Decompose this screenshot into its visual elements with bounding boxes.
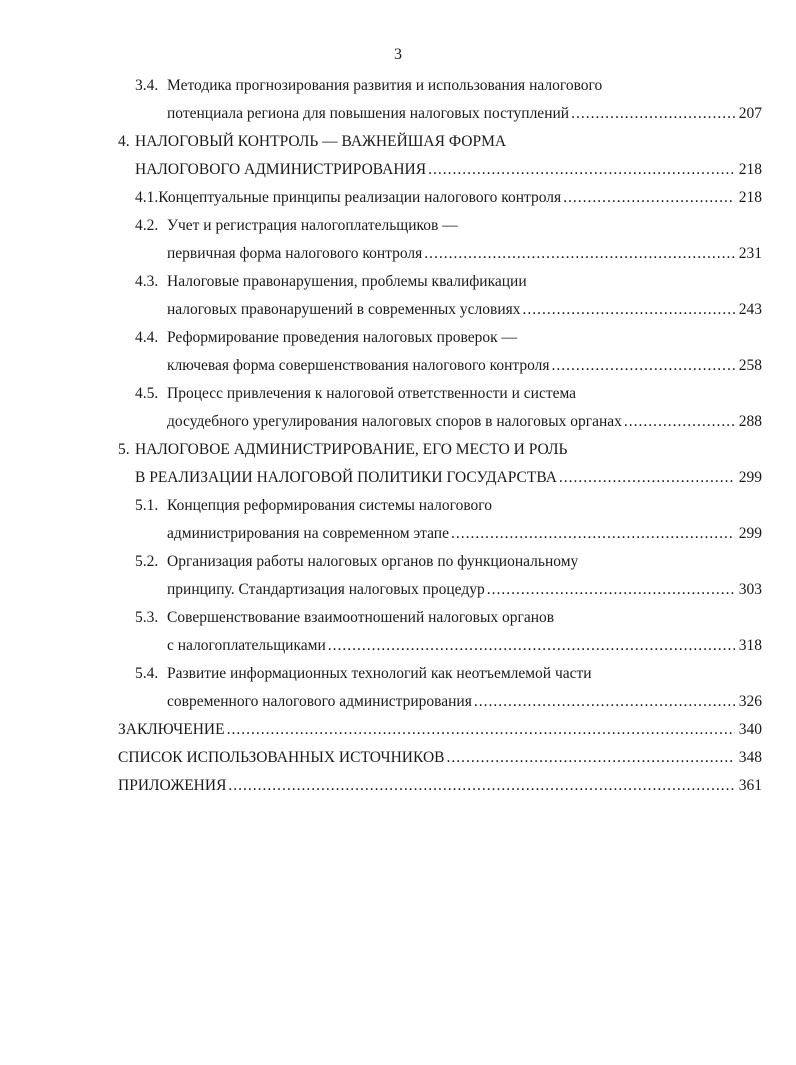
toc-number: 5.4. [135, 665, 159, 682]
toc-text: администрирования на современном этапе [167, 525, 449, 542]
toc-number: 4.2. [135, 217, 159, 234]
leader-dots [624, 408, 735, 436]
toc-text: современного налогового администрирования [167, 693, 472, 710]
leader-dots [328, 632, 735, 660]
toc-entry-5-4-line-1 [135, 660, 762, 688]
leader-dots [487, 576, 735, 604]
toc-entry-5-1-line-2 [167, 520, 762, 548]
leader-dots [563, 184, 735, 212]
toc-entry-4-3-line-1 [135, 268, 762, 296]
toc-page: 340 [738, 721, 762, 738]
toc-number: 5.1. [135, 497, 159, 514]
toc-page: 207 [738, 105, 762, 122]
toc-entry-4-4-line-2 [167, 352, 762, 380]
leader-dots [559, 464, 735, 492]
toc-number: 5.3. [135, 609, 159, 626]
leader-dots [428, 156, 735, 184]
toc-text: первичная форма налогового контроля [167, 245, 423, 262]
toc-entry-4-4-line-1 [135, 324, 762, 352]
leader-dots [424, 240, 734, 268]
toc-entry-4-2-line-2 [167, 240, 762, 268]
toc-page: 218 [738, 189, 762, 206]
toc-text: В РЕАЛИЗАЦИИ НАЛОГОВОЙ ПОЛИТИКИ ГОСУДАРСТВА [135, 469, 557, 486]
toc-text: НАЛОГОВОГО АДМИНИСТРИРОВАНИЯ [135, 161, 427, 178]
toc-entry-5-3-line-1 [135, 604, 762, 632]
toc-entry-5-4-line-2 [167, 688, 762, 716]
toc-number: 5. [118, 441, 130, 458]
toc-text: Концептуальные принципы реализации налогового контроля [158, 189, 562, 206]
leader-dots [451, 520, 735, 548]
toc-entry-4-line-1 [118, 128, 762, 156]
toc-number: 4. [118, 133, 130, 150]
toc-text: СПИСОК ИСПОЛЬЗОВАННЫХ ИСТОЧНИКОВ [118, 749, 445, 766]
toc-page: 348 [738, 749, 762, 766]
toc-entry-5-2-line-1 [135, 548, 762, 576]
toc-text: Развитие информационных технологий как неотъемлемой части [167, 665, 592, 682]
toc-page: 243 [738, 301, 762, 318]
toc-entry-conclusion [118, 716, 762, 744]
leader-dots [228, 772, 734, 800]
toc-text: ПРИЛОЖЕНИЯ [118, 777, 227, 794]
leader-dots [446, 744, 734, 772]
toc-entry-4-3-line-2 [167, 296, 762, 324]
toc-text: принципу. Стандартизация налоговых процедур [167, 581, 485, 598]
leader-dots [227, 716, 735, 744]
toc-text: Реформирование проведения налоговых проверок — [167, 329, 517, 346]
toc-entry-4-1 [135, 184, 762, 212]
leader-dots [474, 688, 735, 716]
toc-page: 299 [738, 469, 762, 486]
toc-entry-5-2-line-2 [167, 576, 762, 604]
toc-entry-4-2-line-1 [135, 212, 762, 240]
leader-dots [551, 352, 734, 380]
page-number: 3 [394, 46, 402, 63]
toc-text: налоговых правонарушений в современных условиях [167, 301, 521, 318]
toc-text: Налоговые правонарушения, проблемы квалификации [167, 273, 527, 290]
toc-number: 5.2. [135, 553, 159, 570]
toc-page: 318 [738, 637, 762, 654]
toc-page: 231 [738, 245, 762, 262]
toc-text: досудебного урегулирования налоговых споров в налоговых органах [167, 413, 622, 430]
toc-text: Совершенствование взаимоотношений налоговых органов [167, 609, 555, 626]
toc-text: НАЛОГОВОЕ АДМИНИСТРИРОВАНИЕ, ЕГО МЕСТО И РОЛЬ [135, 441, 568, 458]
toc-page: 361 [738, 777, 762, 794]
toc-entry-4-line-2 [135, 156, 762, 184]
toc-entry-5-line-1 [118, 436, 762, 464]
toc-entry-4-5-line-2 [167, 408, 762, 436]
toc-page: 299 [738, 525, 762, 542]
toc-entry-4-5-line-1 [135, 380, 762, 408]
toc-number: 4.5. [135, 385, 159, 402]
toc-number: 4.3. [135, 273, 159, 290]
toc-page: 258 [738, 357, 762, 374]
toc-entry-5-line-2 [135, 464, 762, 492]
toc-page: 288 [738, 413, 762, 430]
toc-text: Организация работы налоговых органов по функциональному [167, 553, 579, 570]
toc-number: 4.4. [135, 329, 159, 346]
toc-entry-5-1-line-1 [135, 492, 762, 520]
leader-dots [523, 296, 735, 324]
toc-text: потенциала региона для повышения налоговых поступлений [167, 105, 570, 122]
toc-number: 3.4. [135, 77, 159, 94]
toc-text: Концепция реформирования системы налогового [167, 497, 493, 514]
toc-page: 303 [738, 581, 762, 598]
toc-text: ключевая форма совершенствования налогового контроля [167, 357, 550, 374]
toc-page: 326 [738, 693, 762, 710]
toc-text: Методика прогнозирования развития и использования налогового [167, 77, 603, 94]
toc-text: Процесс привлечения к налоговой ответственности и система [167, 385, 577, 402]
toc-entry-5-3-line-2 [167, 632, 762, 660]
toc-text: Учет и регистрация налогоплательщиков — [167, 217, 458, 234]
toc-number: 4.1. [135, 189, 159, 206]
toc-entry-appendices [118, 772, 762, 800]
toc-text: ЗАКЛЮЧЕНИЕ [118, 721, 225, 738]
toc-text: с налогоплательщиками [167, 637, 326, 654]
toc-text: НАЛОГОВЫЙ КОНТРОЛЬ — ВАЖНЕЙШАЯ ФОРМА [135, 133, 507, 150]
toc-entry-3-4-line-2 [167, 100, 762, 128]
toc-page: 218 [738, 161, 762, 178]
toc-entry-references [118, 744, 762, 772]
leader-dots [571, 100, 735, 128]
toc-entry-3-4-line-1 [135, 72, 762, 100]
